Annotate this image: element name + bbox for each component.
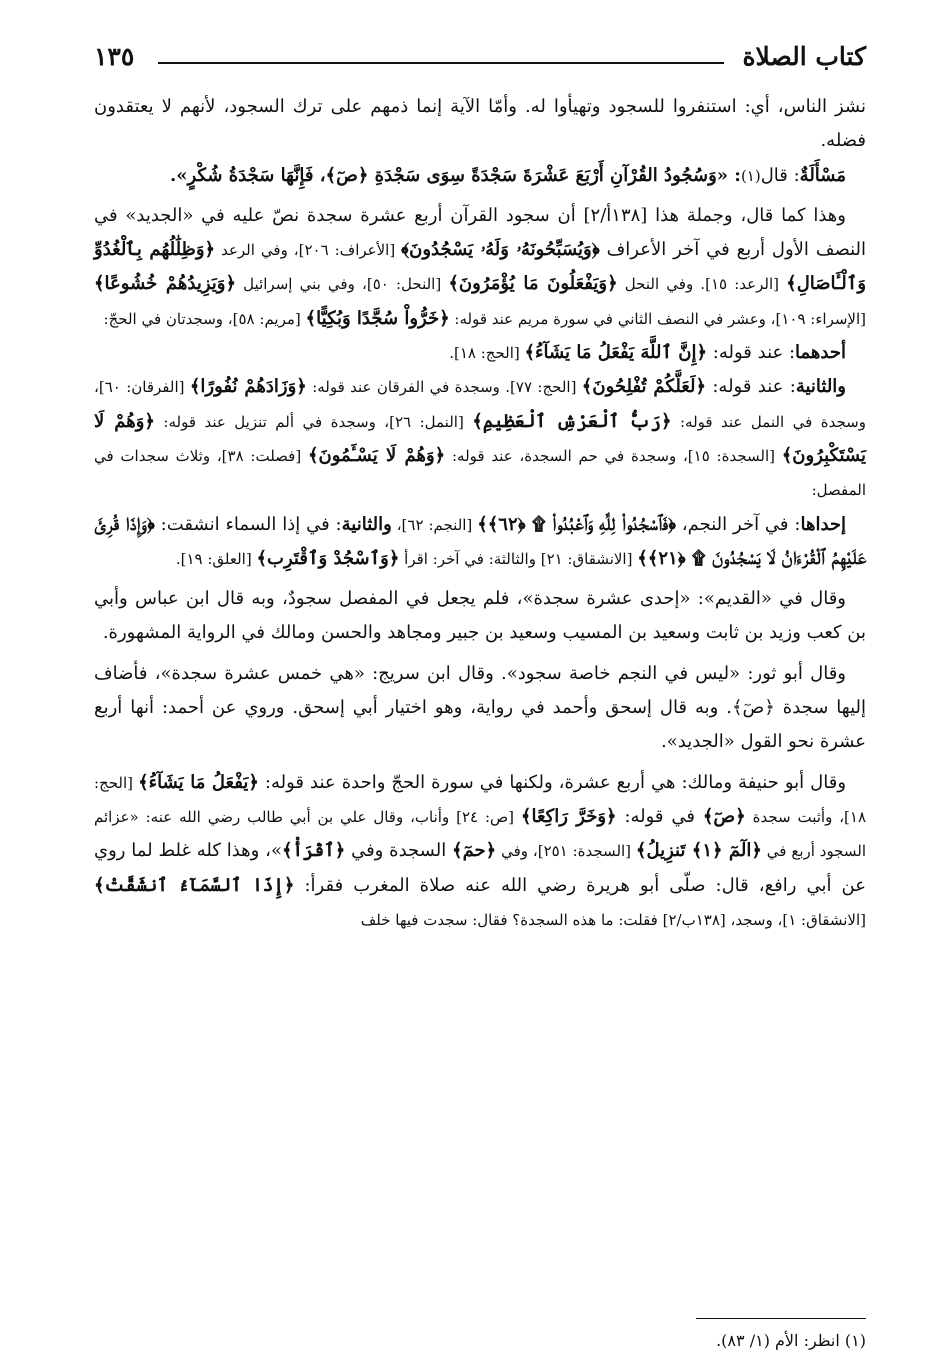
text-run: [الانشقاق: ٢١] والثالثة: في آخر: اقرأ <box>399 549 638 568</box>
page-header <box>94 40 866 78</box>
text-run: : قال <box>760 164 800 186</box>
text-run: [النحل: ٥٠]، وفي بني إسرائيل <box>236 275 449 294</box>
paragraph-p9 <box>94 766 866 937</box>
bold-term: مَسْأَلَةٌ <box>799 164 846 186</box>
quran-verse: ﴿إِذَا ٱلسَّمَآءُ ٱنشَقَّتْ﴾ <box>94 874 295 896</box>
text-run: [الحج: ١٨]. <box>449 344 525 363</box>
text-run: : في إذا السماء انشقت: <box>154 513 342 535</box>
footnote-rule <box>696 1318 866 1319</box>
bold-term: إحداها <box>800 513 847 535</box>
body-text <box>94 90 866 937</box>
quran-verse: ﴿يَفْعَلُ مَا يَشَآءُ﴾ <box>138 771 259 793</box>
paragraph-p4 <box>94 336 866 370</box>
text-run: [الأعراف: ٢٠٦]، وفي الرعد <box>215 241 402 260</box>
text-run: [العلق: ١٩]. <box>175 549 257 568</box>
text-run: [الحج: ١٨]، وأثبت سجدة <box>94 773 867 826</box>
bold-term: : «وَسُجُودُ القُرْآنِ أَرْبَعَ عَشْرَةَ سَجْدَةً سِوَى سَجْدَةِ ﴿صٓ﴾، فَإِنَّهَا سَجْدَةُ شُكْرٍ». <box>169 164 741 186</box>
quran-verse: ﴿ٱقْرَأْ﴾ <box>281 840 346 862</box>
quran-verse: ﴿لَعَلَّكُمْ تُفْلِحُونَ﴾ <box>581 376 707 398</box>
paragraph-p5 <box>94 370 866 507</box>
text-run: (١) <box>740 166 761 185</box>
text-run: [ص: ٢٤] وأناب، وقال علي بن أبي طالب رضي الله عنه: «عزائم السجود أربع في <box>94 807 866 861</box>
paragraph-p8 <box>94 657 866 760</box>
text-run: : في آخر النجم، <box>675 513 801 535</box>
text-run: [النمل: ٢٦]، وسجدة في ألم تنزيل عند قوله: <box>154 412 473 431</box>
text-run: في قوله: <box>616 805 703 827</box>
paragraph-p1 <box>94 90 866 159</box>
text-run: [السجدة: ٢٥١]، وفي <box>496 842 636 861</box>
text-run: وقال في «القديم»: «إحدى عشرة سجدة»، فلم يجعل في المفصل سجودٌ، وبه قال ابن عباس وأبي بن كعب وزيد بن ثابت وسعيد بن المسيب وسعيد بن جبير ومجاهد والحسن ومالك في الرواية المشهورة. <box>94 588 866 644</box>
quran-verse: ﴿وَظِلَٰلُهُم بِٱلْغُدُوِّ وَٱلْـَٔاصَالِ﴾ <box>94 239 867 295</box>
footnote: (١) انظر: الأم (١/ ٨٣). <box>716 1331 866 1350</box>
quran-verse: ﴿فَٱسْجُدُواْ لِلَّهِ وَٱعْبُدُواْ ۩ ﴿٦٢﴾﴾ <box>477 513 676 535</box>
quran-verse: ﴿وَٱسْجُدْ وَٱقْتَرِب﴾ <box>256 547 400 569</box>
quran-verse: ﴿صٓ﴾ <box>702 805 746 827</box>
quran-verse: ﴿وَهُمْ لَا يَسْتَكْبِرُونَ﴾ <box>94 410 866 466</box>
text-run: [الانشقاق: ١]، وسجد، [١٣٨ب/٢] فقلت: ما هذه السجدة؟ فقال: سجدت فيها خلف <box>360 910 866 929</box>
text-run: [مريم: ٥٨]، وسجدتان في الحجّ: <box>103 309 306 328</box>
paragraph-p3 <box>94 199 866 336</box>
text-run: : عند قوله: <box>706 376 796 398</box>
text-run: السجدة وفي <box>345 840 453 862</box>
text-run: [فصلت: ٣٨]، وثلاث سجدات في المفصل: <box>94 446 866 500</box>
paragraph-p7 <box>94 582 866 651</box>
text-run: »، وهذا كله غلط لما روي عن أبي رافع، قال: صلّى أبو هريرة رضي الله عنه صلاة المغرب فقرأ: <box>94 840 866 896</box>
quran-verse: ﴿رَبُّ ٱلْعَرْشِ ٱلْعَظِيمِ﴾ <box>472 410 672 432</box>
quran-verse: ﴿الٓمٓ ﴿١﴾ تَنزِيلُ﴾ <box>635 840 762 862</box>
text-run: وهذا كما قال، وجملة هذا [١٣٨أ/٢] أن سجود القرآن أربع عشرة سجدة نصّ عليه في «الجديد» في النصف الأول أربع في آخر الأعراف <box>94 204 866 261</box>
quran-verse: ﴿حمٓ﴾ <box>452 840 497 862</box>
quran-verse: ﴿وَيَزِيدُهُمْ خُشُوعًا﴾ <box>94 273 237 295</box>
text-run: [الرعد: ١٥]. وفي النحل <box>617 275 787 294</box>
text-run: [الإسراء: ١٠٩]، وعشر في النصف الثاني في سورة مريم عند قوله: <box>449 309 866 328</box>
text-run: وقال أبو حنيفة ومالك: هي أربع عشرة، ولكنها في سورة الحجّ واحدة عند قوله: <box>258 771 847 793</box>
header-rule <box>158 62 724 64</box>
text-run: [النجم: ٦٢]، <box>391 515 478 534</box>
quran-verse: ﴿وَزَادَهُمْ نُفُورًا﴾ <box>189 376 307 398</box>
quran-verse: ﴿وَإِذَا قُرِئَ عَلَيْهِمُ ٱلْقُرْءَانُ لَا يَسْجُدُونَ ۩ ﴿٢١﴾﴾ <box>94 513 866 569</box>
bold-term: والثانية <box>341 513 392 535</box>
text-run: [السجدة: ١٥]، وسجدة في حم السجدة، عند قوله: <box>445 446 782 465</box>
document-page <box>94 40 867 1350</box>
quran-verse: ﴿وَخَرَّ رَاكِعًا﴾ <box>520 805 617 827</box>
paragraph-p6 <box>94 508 866 577</box>
text-run: [الفرقان: ٦٠]، وسجدة في النمل عند قوله: <box>94 378 866 431</box>
quran-verse: ﴿وَيُسَبِّحُونَهُۥ وَلَهُۥ يَسْجُدُونَ﴾ <box>401 239 600 261</box>
quran-verse: ﴿خَرُّواْ سُجَّدًا وَبُكِيًّا﴾ <box>305 307 450 329</box>
quran-verse: ﴿إِنَّ ٱللَّهَ يَفْعَلُ مَا يَشَآءُ﴾ <box>524 342 708 364</box>
bold-term: أحدهما <box>795 342 846 364</box>
running-title: كتاب الصلاة <box>742 42 866 71</box>
quran-verse: ﴿وَهُمْ لَا يَسْـَٔمُونَ﴾ <box>307 444 446 466</box>
bold-term: والثانية <box>795 376 846 398</box>
quran-verse: ﴿وَيَفْعَلُونَ مَا يُؤْمَرُونَ﴾ <box>448 273 618 295</box>
text-run: نشز الناس، أي: استنفروا للسجود وتهيأوا له. وأمّا الآية إنما ذمهم على ترك السجود، لأنهم لا يعتقدون فضله. <box>94 96 866 152</box>
text-run: وقال أبو ثور: «ليس في النجم خاصة سجود». وقال ابن سريج: «هي خمس عشرة سجدة»، فأضاف إليها سجدة ﴿صٓ﴾. وبه قال إسحق وأحمد في رواية، وهو اختيار أبي إسحق. وروي عن أحمد: أنها أربع عشرة نحو القول «الجديد». <box>94 662 866 753</box>
text-run: : عند قوله: <box>707 342 796 364</box>
text-run: [الحج: ٧٧]. وسجدة في الفرقان عند قوله: <box>306 378 582 397</box>
page-number: ١٣٥ <box>94 42 135 71</box>
paragraph-p2 <box>94 159 866 193</box>
